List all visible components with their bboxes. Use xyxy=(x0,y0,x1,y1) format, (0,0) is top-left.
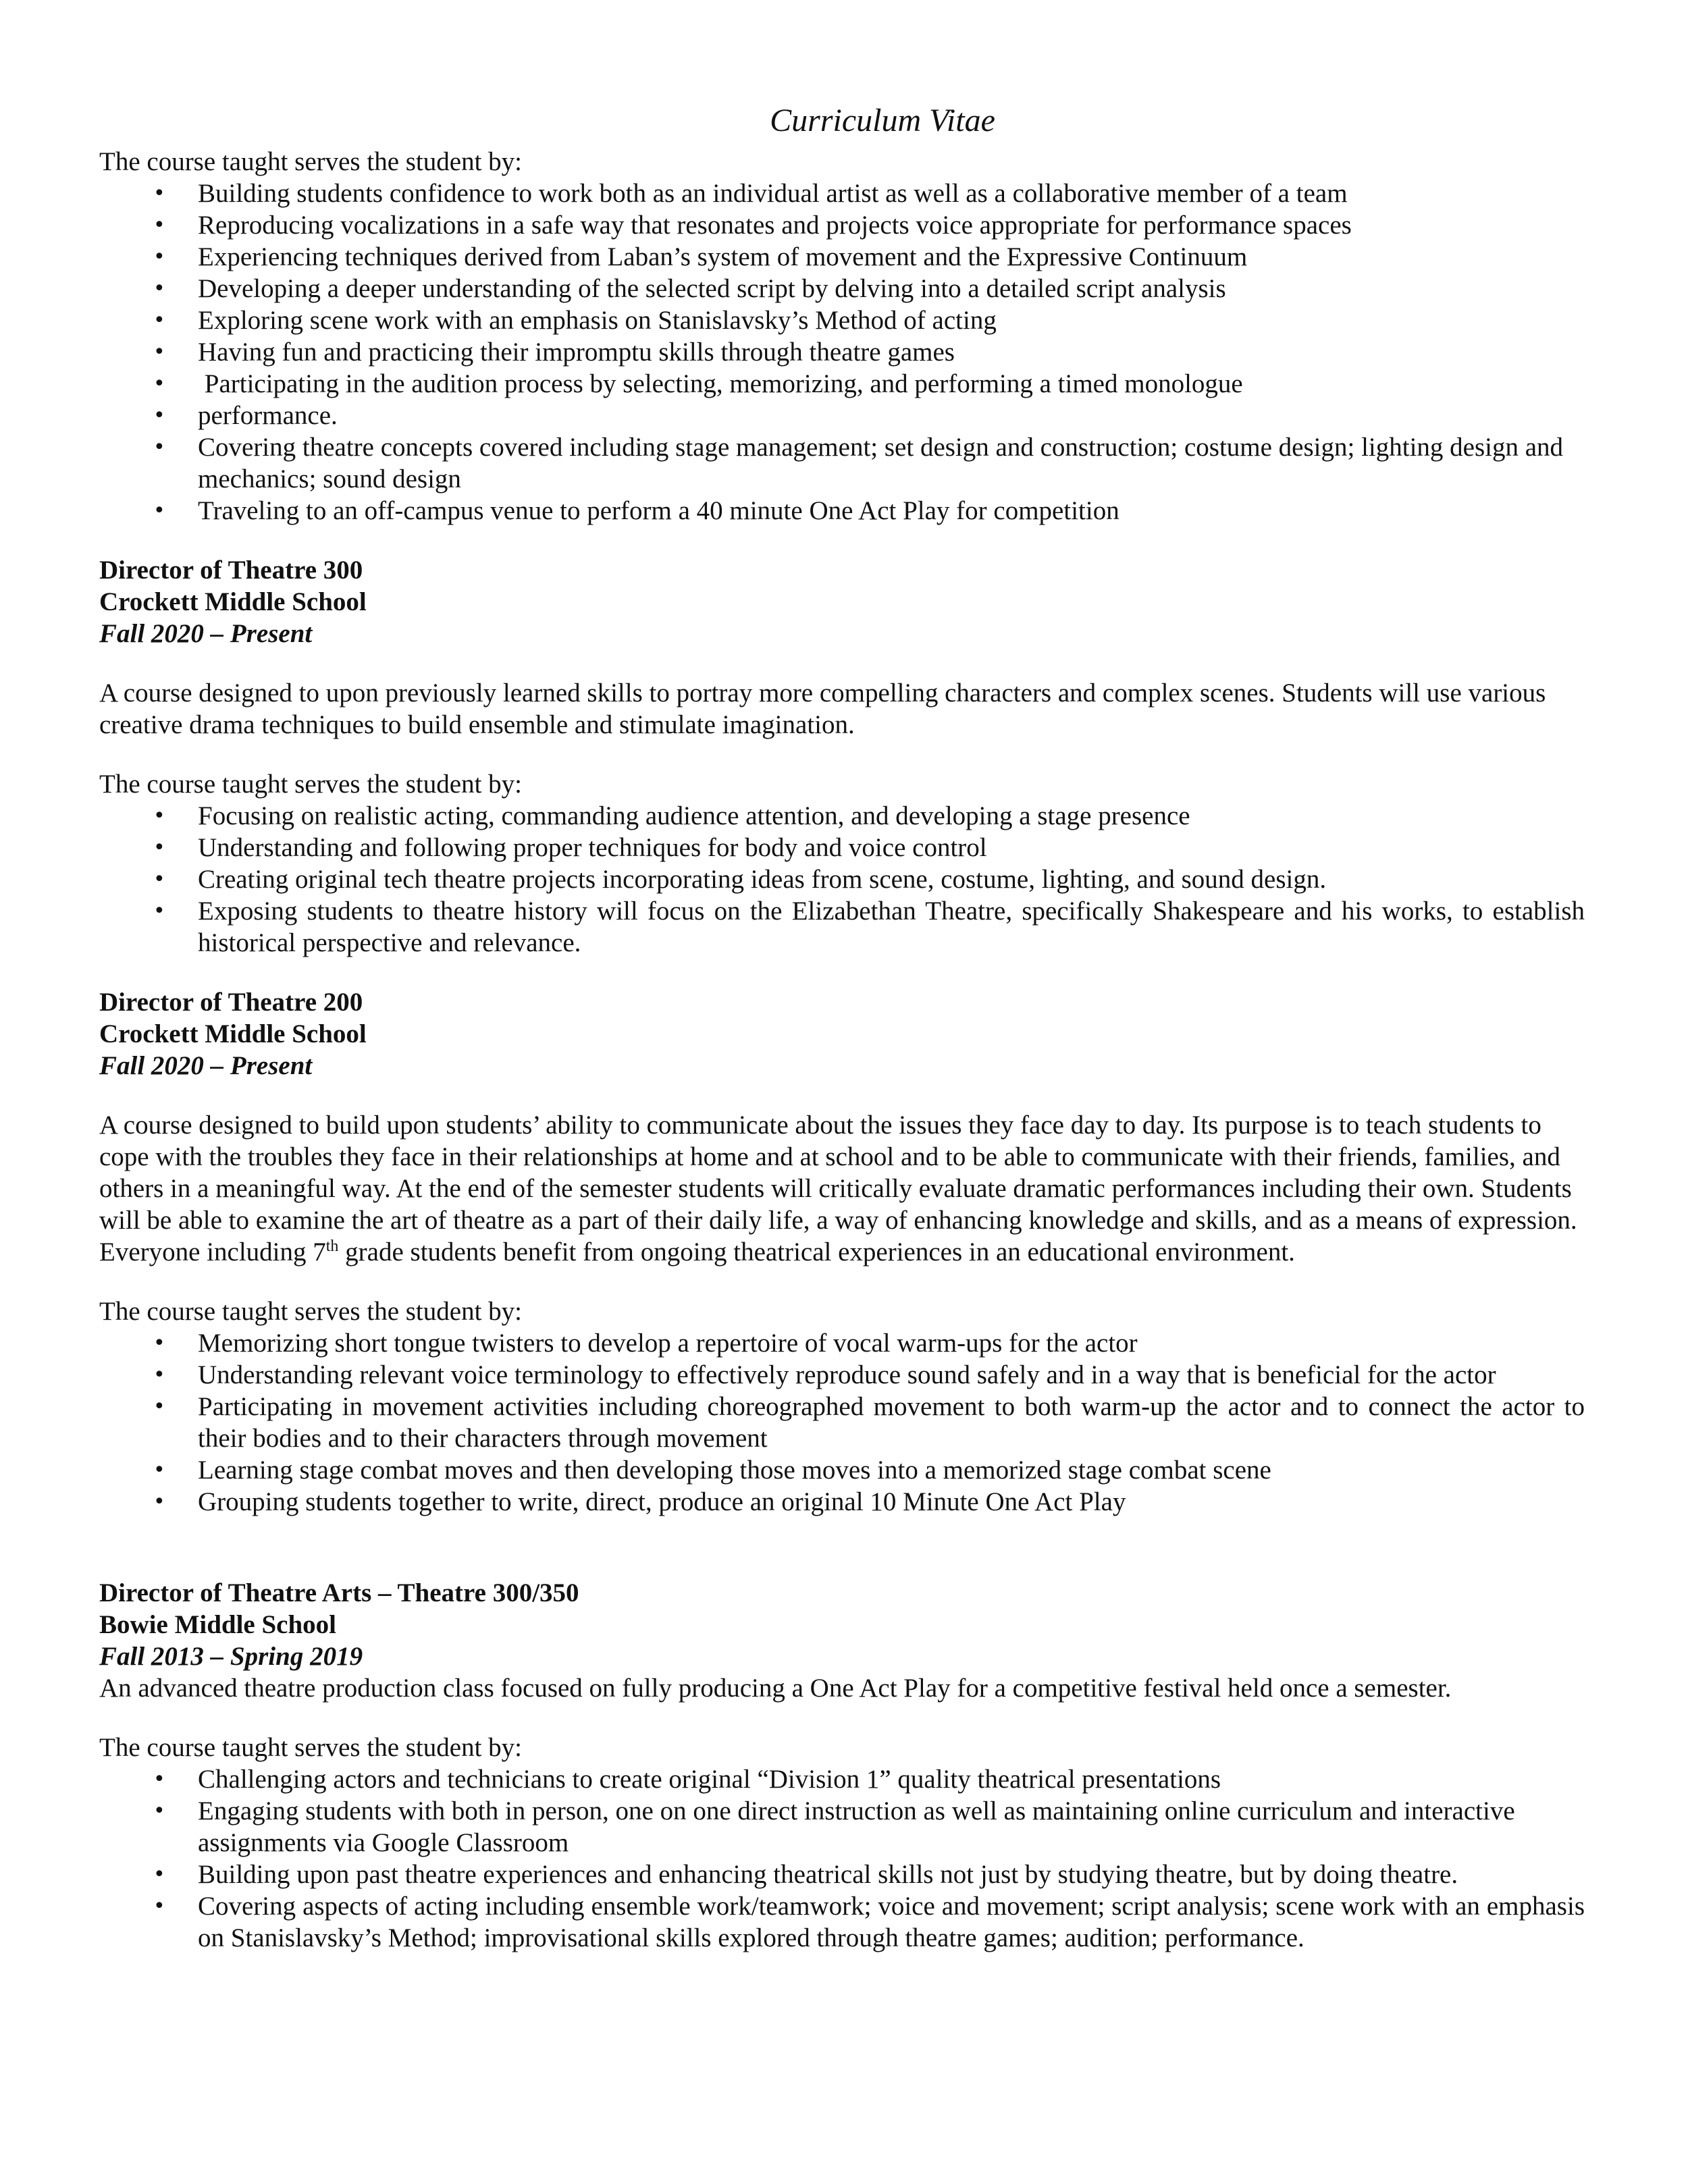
list-item: • Participating in movement activities including choreographed movement to both warm-up the actor and to connect the actor to their bodies and to their characters through movement xyxy=(153,1392,1585,1453)
list-item: • Reproducing vocalizations in a safe way that resonates and projects voice appropriate for performance spaces xyxy=(153,211,1352,240)
spacer xyxy=(99,959,1585,986)
page-title: Curriculum Vitae xyxy=(770,103,995,138)
bullet-icon: • xyxy=(153,435,165,459)
bullet-icon: • xyxy=(153,1363,165,1387)
list-item: • Understanding and following proper techniques for body and voice control xyxy=(153,833,987,862)
section1-bullet-list xyxy=(99,800,1585,959)
list-item: • Covering aspects of acting including ensemble work/teamwork; voice and movement; script analysis; scene work with an emphasis on Stanislavsky’s Method; improvisational skills explored through theatre games; audition; performance. xyxy=(153,1892,1585,1952)
list-item: • Challenging actors and technicians to create original “Division 1” quality theatrical presentations xyxy=(153,1765,1221,1794)
top-intro: The course taught serves the student by: xyxy=(99,147,522,176)
section-description: An advanced theatre production class focused on fully producing a One Act Play for a competitive festival held once a semester. xyxy=(99,1674,1452,1703)
spacer xyxy=(99,649,1585,677)
bullet-icon: • xyxy=(153,868,165,891)
bullet-icon: • xyxy=(153,1331,165,1355)
spacer xyxy=(99,741,1585,768)
list-item: • Exploring scene work with an emphasis on Stanislavsky’s Method of acting xyxy=(153,306,997,335)
bullet-icon: • xyxy=(153,245,165,269)
bullet-icon: • xyxy=(153,499,165,523)
spacer xyxy=(99,527,1585,554)
bullet-icon: • xyxy=(153,277,165,300)
section2-bullet-list xyxy=(99,1327,1585,1518)
bullet-icon: • xyxy=(153,1894,165,1918)
section-term: Fall 2020 – Present xyxy=(99,619,313,648)
bullet-icon: • xyxy=(153,372,165,396)
spacer xyxy=(99,1268,1585,1296)
bullet-icon: • xyxy=(153,182,165,205)
section-intro: The course taught serves the student by: xyxy=(99,1297,522,1326)
list-item: • Participating in the audition process by selecting, memorizing, and performing a timed monologue xyxy=(153,369,1243,398)
list-item: • Building students confidence to work both as an individual artist as well as a collaborative member of a team xyxy=(153,179,1348,208)
section-school: Crockett Middle School xyxy=(99,587,367,616)
bullet-icon: • xyxy=(153,1458,165,1482)
list-item: • Traveling to an off-campus venue to perform a 40 minute One Act Play for competition xyxy=(153,496,1119,525)
list-item: • performance. xyxy=(153,401,338,430)
section-description: A course designed to build upon students’ ability to communicate about the issues they face day to day. Its purpose is to teach students to cope with the troubles they face in their relationships at home and at school and to be able to communicate with their friends, families, and others in a meaningful way. At the end of the semester students will critically evaluate dramatic performances including their own. Students will be able to examine the art of theatre as a part of their daily life, a way of enhancing knowledge and skills, and as a means of expression. Everyone including 7th grade students benefit from ongoing theatrical experiences in an educational environment. xyxy=(99,1111,1577,1267)
section-intro: The course taught serves the student by: xyxy=(99,1733,522,1762)
bullet-icon: • xyxy=(153,836,165,859)
section-school: Bowie Middle School xyxy=(99,1610,337,1639)
list-item: • Building upon past theatre experiences and enhancing theatrical skills not just by studying theatre, but by doing theatre. xyxy=(153,1860,1458,1889)
section3-bullet-list xyxy=(99,1763,1585,1954)
list-item: • Having fun and practicing their impromptu skills through theatre games xyxy=(153,338,955,367)
list-item: • Memorizing short tongue twisters to develop a repertoire of vocal warm-ups for the actor xyxy=(153,1329,1138,1358)
list-item: • Experiencing techniques derived from Laban’s system of movement and the Expressive Continuum xyxy=(153,242,1248,271)
bullet-icon: • xyxy=(153,1863,165,1886)
spacer xyxy=(99,1518,1585,1577)
spacer xyxy=(99,1704,1585,1732)
section-school: Crockett Middle School xyxy=(99,1019,367,1048)
list-item: • Grouping students together to write, direct, produce an original 10 Minute One Act Play xyxy=(153,1487,1126,1516)
bullet-icon: • xyxy=(153,1490,165,1514)
list-item: • Developing a deeper understanding of the selected script by delving into a detailed script analysis xyxy=(153,274,1226,303)
bullet-icon: • xyxy=(153,1395,165,1418)
bullet-icon: • xyxy=(153,1799,165,1823)
bullet-icon: • xyxy=(153,340,165,364)
spacer xyxy=(99,1082,1585,1109)
bullet-icon: • xyxy=(153,404,165,427)
cv-page xyxy=(99,101,1585,1954)
bullet-icon: • xyxy=(153,309,165,332)
section-heading: Director of Theatre 300 xyxy=(99,556,363,585)
list-item: • Understanding relevant voice terminology to effectively reproduce sound safely and in a way that is beneficial for the actor xyxy=(153,1360,1496,1389)
bullet-icon: • xyxy=(153,804,165,828)
list-item: • Focusing on realistic acting, commanding audience attention, and developing a stage presence xyxy=(153,801,1190,830)
list-item: • Creating original tech theatre projects incorporating ideas from scene, costume, lighting, and sound design. xyxy=(153,865,1327,894)
section-term: Fall 2013 – Spring 2019 xyxy=(99,1642,363,1671)
list-item: • Engaging students with both in person, one on one direct instruction as well as maintaining online curriculum and interactive assignments via Google Classroom xyxy=(153,1796,1515,1857)
bullet-icon: • xyxy=(153,213,165,237)
list-item: • Exposing students to theatre history will focus on the Elizabethan Theatre, specifically Shakespeare and his works, to establish historical perspective and relevance. xyxy=(153,897,1585,957)
bullet-icon: • xyxy=(153,1767,165,1791)
section-heading: Director of Theatre 200 xyxy=(99,988,363,1017)
list-item: • Covering theatre concepts covered including stage management; set design and construction; costume design; lighting design and mechanics; sound design xyxy=(153,433,1564,494)
top-bullet-list xyxy=(99,178,1585,527)
bullet-icon: • xyxy=(153,899,165,923)
section-heading: Director of Theatre Arts – Theatre 300/350 xyxy=(99,1578,579,1607)
section-intro: The course taught serves the student by: xyxy=(99,770,522,799)
section-term: Fall 2020 – Present xyxy=(99,1051,313,1080)
list-item: • Learning stage combat moves and then developing those moves into a memorized stage combat scene xyxy=(153,1456,1271,1485)
section-description: A course designed to upon previously learned skills to portray more compelling characters and complex scenes. Students will use various creative drama techniques to build ensemble and stimulate imagination. xyxy=(99,678,1546,739)
